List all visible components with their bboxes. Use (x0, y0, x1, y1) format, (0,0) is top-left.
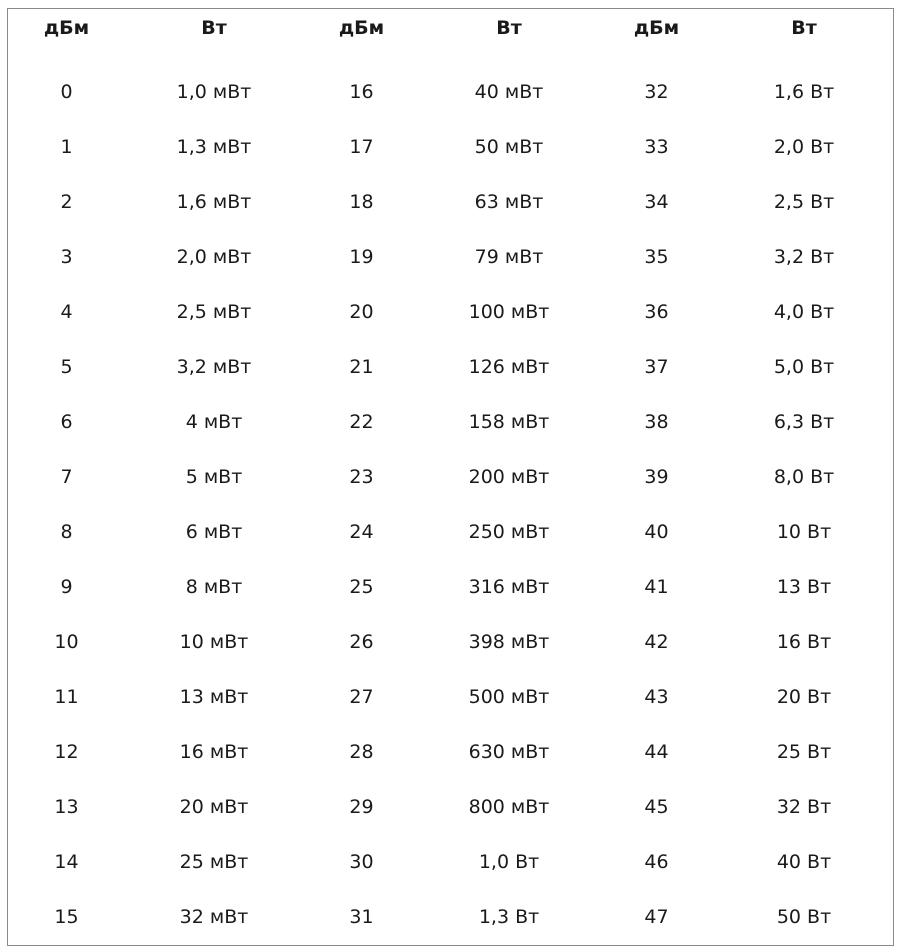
cell-dbm-1: 15 (54, 905, 79, 928)
cell-watt-1: 16 мВт (179, 740, 249, 763)
cell-dbm-3: 36 (644, 300, 669, 323)
cell-watt-3: 20 Вт (776, 685, 832, 708)
header-watt-2: Вт (496, 17, 522, 39)
table-row (8, 669, 893, 724)
cell-watt-2: 1,0 Вт (478, 850, 540, 873)
cell-watt-1: 1,3 мВт (176, 135, 252, 158)
cell-watt-1: 13 мВт (179, 685, 249, 708)
table-row (8, 834, 893, 889)
table-row (8, 779, 893, 834)
table-row (8, 64, 893, 119)
cell-dbm-1: 10 (54, 630, 79, 653)
cell-dbm-1: 11 (54, 685, 79, 708)
table-row (8, 559, 893, 614)
cell-watt-2: 200 мВт (468, 465, 550, 488)
table-row (8, 174, 893, 229)
cell-watt-3: 1,6 Вт (773, 80, 835, 103)
cell-watt-1: 3,2 мВт (176, 355, 252, 378)
header-watt-3: Вт (791, 17, 817, 39)
cell-watt-3: 3,2 Вт (773, 245, 835, 268)
conversion-table-frame (7, 8, 894, 946)
cell-watt-3: 2,5 Вт (773, 190, 835, 213)
cell-dbm-1: 6 (60, 410, 73, 433)
header-dbm-1: дБм (43, 17, 90, 39)
cell-watt-3: 5,0 Вт (773, 355, 835, 378)
cell-dbm-1: 2 (60, 190, 73, 213)
cell-dbm-1: 12 (54, 740, 79, 763)
cell-watt-2: 316 мВт (468, 575, 550, 598)
cell-watt-2: 800 мВт (468, 795, 550, 818)
cell-dbm-1: 14 (54, 850, 79, 873)
cell-dbm-2: 30 (349, 850, 374, 873)
cell-dbm-2: 19 (349, 245, 374, 268)
cell-watt-1: 4 мВт (185, 410, 243, 433)
cell-dbm-3: 42 (644, 630, 669, 653)
cell-dbm-2: 28 (349, 740, 374, 763)
table-row (8, 889, 893, 944)
cell-watt-1: 2,5 мВт (176, 300, 252, 323)
cell-watt-3: 4,0 Вт (773, 300, 835, 323)
cell-dbm-2: 25 (349, 575, 374, 598)
cell-watt-3: 32 Вт (776, 795, 832, 818)
table-row (8, 504, 893, 559)
cell-dbm-1: 9 (60, 575, 73, 598)
cell-watt-3: 8,0 Вт (773, 465, 835, 488)
cell-watt-1: 6 мВт (185, 520, 243, 543)
cell-dbm-2: 21 (349, 355, 374, 378)
cell-dbm-3: 32 (644, 80, 669, 103)
header-dbm-3: дБм (633, 17, 680, 39)
header-dbm-2: дБм (338, 17, 385, 39)
cell-watt-2: 100 мВт (468, 300, 550, 323)
cell-watt-3: 6,3 Вт (773, 410, 835, 433)
cell-dbm-3: 45 (644, 795, 669, 818)
cell-dbm-1: 5 (60, 355, 73, 378)
cell-watt-1: 25 мВт (179, 850, 249, 873)
header-watt-1: Вт (201, 17, 227, 39)
cell-dbm-3: 41 (644, 575, 669, 598)
cell-watt-3: 16 Вт (776, 630, 832, 653)
cell-watt-2: 50 мВт (474, 135, 544, 158)
cell-watt-3: 2,0 Вт (773, 135, 835, 158)
cell-watt-3: 50 Вт (776, 905, 832, 928)
cell-dbm-2: 24 (349, 520, 374, 543)
cell-watt-3: 13 Вт (776, 575, 832, 598)
header-spacer (8, 47, 893, 64)
cell-dbm-2: 29 (349, 795, 374, 818)
cell-dbm-3: 46 (644, 850, 669, 873)
cell-watt-1: 2,0 мВт (176, 245, 252, 268)
cell-watt-2: 500 мВт (468, 685, 550, 708)
cell-dbm-3: 40 (644, 520, 669, 543)
cell-watt-1: 1,6 мВт (176, 190, 252, 213)
cell-dbm-1: 7 (60, 465, 73, 488)
cell-dbm-3: 47 (644, 905, 669, 928)
cell-dbm-2: 16 (349, 80, 374, 103)
cell-watt-1: 1,0 мВт (176, 80, 252, 103)
table-row (8, 229, 893, 284)
cell-dbm-3: 35 (644, 245, 669, 268)
cell-dbm-3: 38 (644, 410, 669, 433)
cell-watt-3: 10 Вт (776, 520, 832, 543)
cell-dbm-3: 37 (644, 355, 669, 378)
cell-watt-1: 20 мВт (179, 795, 249, 818)
cell-dbm-2: 27 (349, 685, 374, 708)
cell-dbm-2: 31 (349, 905, 374, 928)
cell-dbm-2: 18 (349, 190, 374, 213)
cell-dbm-1: 4 (60, 300, 73, 323)
table-row (8, 724, 893, 779)
cell-dbm-2: 20 (349, 300, 374, 323)
cell-dbm-1: 0 (60, 80, 73, 103)
header-row (8, 9, 893, 47)
cell-watt-3: 25 Вт (776, 740, 832, 763)
cell-watt-1: 32 мВт (179, 905, 249, 928)
cell-watt-1: 8 мВт (185, 575, 243, 598)
cell-dbm-3: 34 (644, 190, 669, 213)
cell-dbm-2: 22 (349, 410, 374, 433)
cell-watt-2: 126 мВт (468, 355, 550, 378)
cell-dbm-1: 8 (60, 520, 73, 543)
cell-watt-2: 79 мВт (474, 245, 544, 268)
cell-watt-1: 5 мВт (185, 465, 243, 488)
cell-dbm-3: 39 (644, 465, 669, 488)
cell-watt-2: 630 мВт (468, 740, 550, 763)
cell-dbm-2: 23 (349, 465, 374, 488)
table-row (8, 284, 893, 339)
cell-watt-2: 40 мВт (474, 80, 544, 103)
cell-dbm-1: 1 (60, 135, 73, 158)
cell-dbm-3: 33 (644, 135, 669, 158)
cell-watt-2: 398 мВт (468, 630, 550, 653)
table-row (8, 119, 893, 174)
dbm-watt-conversion-table (8, 9, 893, 944)
table-body (8, 47, 893, 944)
cell-dbm-1: 13 (54, 795, 79, 818)
table-header (8, 9, 893, 47)
cell-dbm-1: 3 (60, 245, 73, 268)
cell-dbm-2: 17 (349, 135, 374, 158)
cell-watt-1: 10 мВт (179, 630, 249, 653)
cell-watt-2: 250 мВт (468, 520, 550, 543)
table-row (8, 339, 893, 394)
table-row (8, 614, 893, 669)
table-row (8, 394, 893, 449)
cell-dbm-2: 26 (349, 630, 374, 653)
cell-watt-2: 1,3 Вт (478, 905, 540, 928)
cell-dbm-3: 43 (644, 685, 669, 708)
table-row (8, 449, 893, 504)
cell-watt-3: 40 Вт (776, 850, 832, 873)
cell-dbm-3: 44 (644, 740, 669, 763)
cell-watt-2: 158 мВт (468, 410, 550, 433)
cell-watt-2: 63 мВт (474, 190, 544, 213)
